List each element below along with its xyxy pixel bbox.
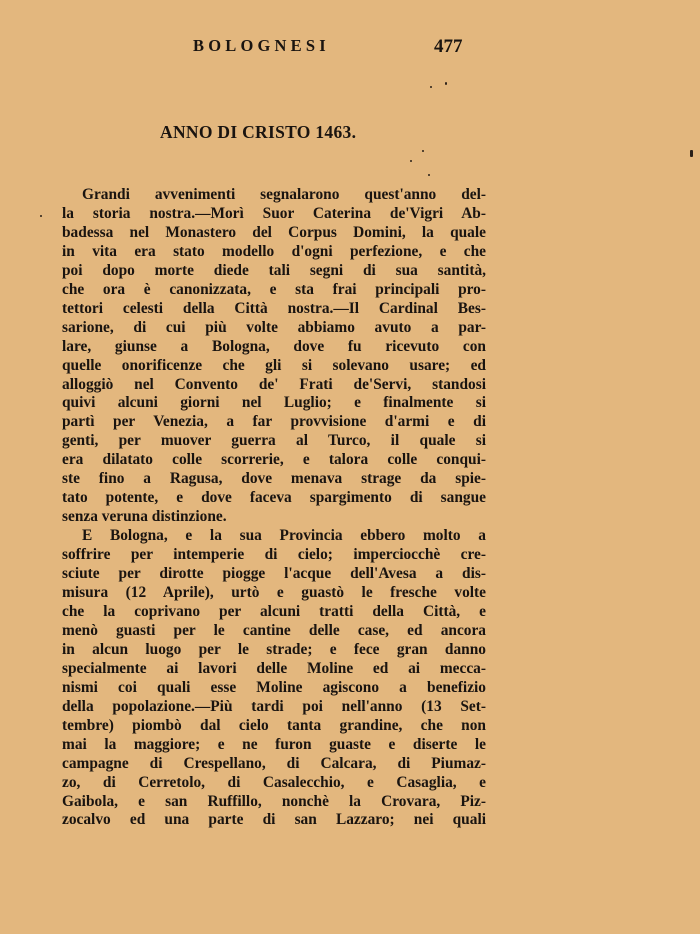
- running-head: BOLOGNESI: [193, 36, 330, 55]
- text-line: badessa nel Monastero del Corpus Domini, la quale: [62, 223, 486, 241]
- scan-speck: [445, 82, 447, 85]
- text-line: la storia nostra.—Morì Suor Caterina de'Vigri Ab-: [62, 204, 486, 222]
- text-line: nismi coi quali esse Moline agiscono a benefizio: [62, 678, 486, 696]
- text-line: specialmente ai lavori delle Moline ed ai mecca-: [62, 659, 486, 677]
- text-line: tato potente, e dove faceva spargimento di sangue: [62, 489, 486, 507]
- scan-speck: [40, 215, 42, 217]
- text-line: era dilatato colle scorrerie, e talora colle conqui-: [62, 451, 486, 469]
- scan-speck: [428, 174, 430, 176]
- text-line: Gaibola, e san Ruffillo, nonchè la Crovara, Piz-: [62, 792, 486, 810]
- text-line: tembre) piombò dal cielo tanta grandine, che non: [62, 716, 486, 734]
- text-line: alloggiò nel Convento de' Frati de'Servi, standosi: [62, 375, 486, 393]
- scan-speck: [422, 150, 424, 152]
- text-line: zo, di Cerretolo, di Casalecchio, e Casaglia, e: [62, 773, 486, 791]
- scan-speck: [690, 150, 693, 157]
- text-line: ste fino a Ragusa, dove menava strage da spie-: [62, 470, 486, 488]
- scan-speck: [430, 86, 432, 88]
- text-line: che ora è canonizzata, e sta frai principali pro-: [62, 280, 486, 298]
- text-line: partì per Venezia, a far provvisione d'armi e di: [62, 413, 486, 431]
- text-line: sciute per dirotte piogge l'acque dell'Avesa a dis-: [62, 565, 486, 583]
- text-line: lare, giunse a Bologna, dove fu ricevuto con: [62, 337, 486, 355]
- section-title: ANNO DI CRISTO 1463.: [160, 122, 357, 142]
- text-line: genti, per muover guerra al Turco, il quale si: [62, 432, 486, 450]
- text-line: tettori celesti della Città nostra.—Il Cardinal Bes-: [62, 299, 486, 317]
- page-number: 477: [434, 36, 463, 57]
- text-line: sarione, di cui più volte abbiamo avuto a par-: [62, 318, 486, 336]
- text-line: soffrire per intemperie di cielo; imperciocchè cre-: [62, 546, 486, 564]
- text-line: quelle onorificenze che gli si solevano usare; ed: [62, 356, 486, 374]
- text-line: misura (12 Aprile), urtò e guastò le fresche volte: [62, 584, 486, 602]
- text-line: poi dopo morte diede tali segni di sua santità,: [62, 261, 486, 279]
- text-line: zocalvo ed una parte di san Lazzaro; nei quali: [62, 811, 486, 829]
- text-line: campagne di Crespellano, di Calcara, di Piumaz-: [62, 754, 486, 772]
- scan-speck: [410, 160, 412, 162]
- text-line: mai la maggiore; e ne furon guaste e diserte le: [62, 735, 486, 753]
- text-line: Grandi avvenimenti segnalarono quest'anno del-: [82, 186, 486, 203]
- text-line: E Bologna, e la sua Provincia ebbero molto a: [82, 527, 486, 545]
- text-line: della popolazione.—Più tardi poi nell'anno (13 Set-: [62, 697, 486, 715]
- text-line: menò guasti per le cantine delle case, ed ancora: [62, 621, 486, 639]
- text-line: senza veruna distinzione.: [62, 508, 227, 526]
- text-line: in vita era stato modello d'ogni perfezione, e che: [62, 242, 486, 260]
- text-line: in alcun luogo per le strade; e fece gran danno: [62, 640, 486, 658]
- text-line: quivi alcuni giorni nel Luglio; e finalmente si: [62, 394, 486, 412]
- text-line: che la coprivano per alcuni tratti della Città, e: [62, 602, 486, 620]
- body-text: [62, 186, 486, 830]
